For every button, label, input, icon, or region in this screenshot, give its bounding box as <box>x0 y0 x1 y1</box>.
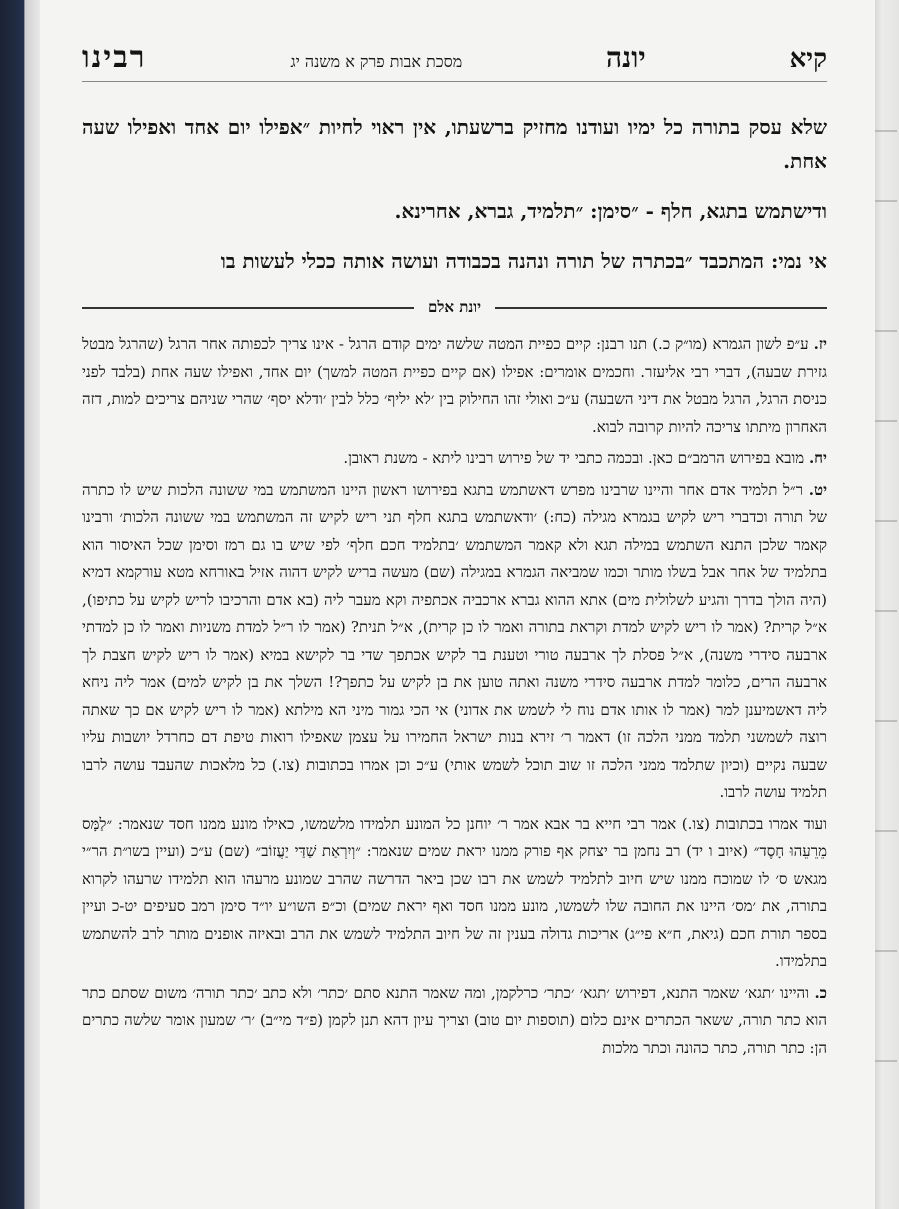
note-text: מובא בפירוש הרמב״ם כאן. ובכמה כתבי יד של פירוש רבינו ליתא - משנת ראובן. <box>343 449 809 467</box>
note-text: ר״ל תלמיד אדם אחר והיינו שרבינו מפרש דאשתמש בתגא בפירושו ראשון היינו המשתמש במי ששונה הלכות שיש לו כתרה של תורה וכדברי ריש לקיש בגמרא מגילה (כח:) ׳ודאשתמש בתגא חלף תני ריש לקיש זה המשתמש במי ששונה הלכות׳ ורבינו קאמר שלכן התנא השתמש במילה תגא ולא קאמר המשתמש ׳בתלמיד חכם חלף׳ לפי שיש בו גם רמז וסימן שכל האיסור הוא בתלמיד של אחר אבל בשלו מותר וכמו שמביאה הגמרא במגילה (שם) מעשה בריש לקיש דהוה אזיל באורחא מטא עורקמא דמיא (היה הולך בדרך והגיע לשלולית מים) אתא ההוא גברא ארכביה אכתפיה וקא מעבר ליה (בא אדם והרכיבו לריש לקיש על כתיפו), א״ל קרית? (אמר לו ריש לקיש למדת וקראת בתורה ואמר לו כן קרית), א״ל תנית? (אמר לו ר״ל למדת משניות ואמר לו כן למדתי ארבעה סידרי משנה), א״ל פסלת לך ארבעה טורי וטענת בר לקיש אכתפך שדי בר לקישא במיא (אמר לו ריש לקיש חצבת לך ארבעה הרים, כלומר למדת ארבעה סידרי משנה ואתה טוען את בן לקיש על כתפך?! השלך את בן לקיש למים) אמר ליה ניחא ליה דאשמיענן למר (אמר לו אותו אדם נוח לי לשמש את אדוני) אי הכי גמור מיני הא מילתא (אמר לו ריש לקיש אם כך שאתה רוצה לשמשני תלמד ממני הלכה זו) דאמר ר׳ זירא בנות ישראל החמירו על עצמן שאפילו רואות טיפת דם כחרדל יושבות עליו שבעה נקיים (וכיון שתלמד ממני הלכה זו שוב תוכל לשמש אותי) ע״כ וכן אמרו בכתובות (צו.) כל מלאכות שהעבד עושה לרבו תלמיד עושה לרבו. <box>82 480 827 801</box>
note-number: יז. <box>813 335 827 353</box>
book-spine <box>0 0 40 1209</box>
main-paragraph-3-text: המתכבד ״בכתרה של תורה ונהנה בכבודה ועושה אותה ככלי לעשות בו <box>220 249 771 273</box>
divider-line-right <box>495 307 827 309</box>
header-title-right: רבינו <box>82 40 147 75</box>
note-18 <box>82 445 827 473</box>
main-paragraph-2 <box>82 194 827 228</box>
note-text: ע״פ לשון הגמרא (מו״ק כ.) תנו רבנן: קיים כפיית המטה שלשה ימים קודם הרגל - אינו צריך לכפותה אחר הרגל (שהרגל מבטל גזירת שבעה), דברי רבי אליעזר. וחכמים אומרים: אפילו (אם קיים כפיית המטה למשך) יום אחד, ואפילו שעה אחת (בלבד לפני כניסת הרגל, הרגל מבטל את דיני השבעה) ע״כ ואולי זהו החילוק בין ׳לא יליף׳ כלל לבין ׳ודלא יסף׳ שהרי שניהם צריכים למות, דזה האחרון מיתתו צריכה להיות קרובה לבוא. <box>82 335 827 436</box>
note-number: כ. <box>814 983 827 1002</box>
note-number: יט. <box>808 480 827 499</box>
main-paragraph-1: שלא עסק בתורה כל ימיו ועודנו מחזיק ברשעתו, אין ראוי לחיות ״אפילו יום אחד ואפילו שעה אחת. <box>82 115 827 173</box>
commentary-title: יונת אלם <box>427 298 482 316</box>
running-header <box>82 40 827 82</box>
note-number: יח. <box>808 449 827 467</box>
dibur-hamatchil: ודישתמש בתגא, חלף <box>660 199 827 223</box>
note-19-continued: ועוד אמרו בכתובות (צו.) אמר רבי חייא בר אבא אמר ר׳ יוחנן כל המונע תלמידו מלשמשו, כאילו מונע ממנו חסד שנאמר: ״לַמָּס מֵרֵעֵהוּ חָסֶד״ (איוב ו יד) רב נחמן בר יצחק אף פורק ממנו יראת שמים שנאמר: ״וְיִרְאַת שַׁדַּי יַעֲזוֹב״ (שם) ע״כ (ועיין בשו״ת הר״י מגאש ס׳ לו שמוכח ממנו שיש חיוב לתלמיד לשמש את רבו שכן ביאר הדרשה שהרב שמונע מרעהו הוא תלמידו שרעהו לקרוא בתורה, את ׳מס׳ היינו את החובה שלו לשמשו, מונע ממנו חסד ואף יראת שמים) וכ״פ השו״ע יו״ד סימן רמב סעיפים יט-כ ועיין בספר תורת חכם (גיאת, ח״א פי״ג) אריכות גדולה בענין זה של חיוב התלמיד לשמש את הרב ובאיזה אופנים מותר לרב להשתמש בתלמידו. <box>82 814 827 970</box>
note-19 <box>82 477 827 807</box>
note-17 <box>82 331 827 441</box>
note-text: והיינו ׳תגא׳ שאמר התנא, דפירוש ׳תגא׳ ׳כתר׳ כרלקמן, ומה שאמר התנא סתם ׳כתר׳ ולא כתב ׳כתר תורה׳ משום שסתם כתר הוא כתר תורה, ששאר הכתרים אינם כלום (תוספות יום טוב) וצריך עיון דהא תנן לקמן (פ״ד מי״ב) ׳ר׳ שמעון אומר שלשה כתרים הן: כתר תורה, כתר כהונה וכתר מלכות <box>82 983 827 1057</box>
dibur-hamatchil-2: אי נמי: <box>770 249 827 273</box>
adjacent-page-edge <box>875 0 899 1209</box>
main-text <box>82 110 827 278</box>
commentary-notes <box>82 331 827 1062</box>
book-page <box>40 0 875 1209</box>
main-paragraph-3 <box>82 244 827 278</box>
note-20 <box>82 980 827 1063</box>
commentary-divider <box>82 298 827 317</box>
header-subtitle: מסכת אבות פרק א משנה יג <box>290 52 463 71</box>
main-paragraph-2-text: - ״סימן: ״תלמיד, גברא, אחרינא. <box>394 199 661 223</box>
divider-line-left <box>82 307 414 309</box>
page-number: קיא <box>789 44 827 74</box>
header-title-left: יונה <box>606 41 646 74</box>
